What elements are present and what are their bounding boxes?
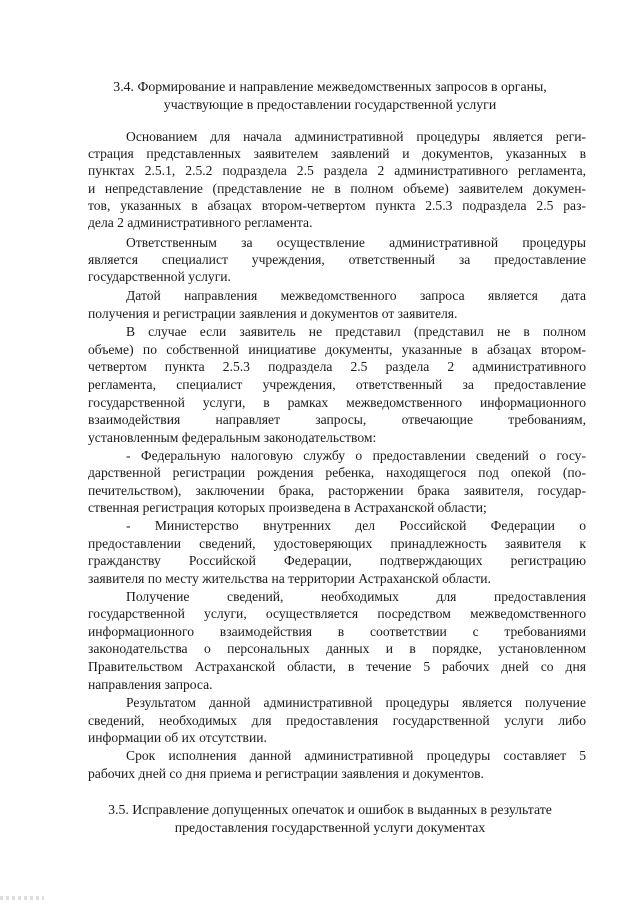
text-line: является специалист учреждения, ответственный за предоставление [88,252,586,267]
text-line: Получение сведений, необходимых для предоставления [126,589,586,604]
text-line: сведений, необходимых для предоставления государственной услуги либо [88,713,586,728]
text-line: установленным федеральным законодательством: [88,430,377,445]
text-line: гражданству Российской Федерации, подтверждающих регистрацию [88,553,586,568]
text-line: Основанием для начала административной процедуры является реги- [126,129,586,144]
text-line: регламента, специалист учреждения, ответственный за предоставление [88,377,586,392]
text-line: дарственной регистрации рождения ребенка, находящегося под опекой (по- [88,465,586,480]
text-line: государственной услуги, осуществляется посредством межведомственного [88,606,586,621]
text-line: направления запроса. [88,677,213,692]
section-heading-3-5: 3.5. Исправление допущенных опечаток и ошибок в выданных в результате [108,802,552,817]
text-line: Результатом данной административной процедуры является получение [126,695,586,710]
text-line: государственной услуги, в рамках межведомственного информационного [88,395,586,410]
text-line: законодательства о персональных данных и в порядке, установленном [88,641,586,656]
text-line: взаимодействия направляет запросы, отвечающие требованиям, [88,412,586,427]
text-line: страция представленных заявителем заявлений и документов, указанных в [88,146,586,161]
text-line: получения и регистрации заявления и документов от заявителя. [88,306,458,321]
text-line: ственная регистрация которых произведена в Астраханской области; [88,500,487,515]
text-line: заявителя по месту жительства на территории Астраханской области. [88,571,491,586]
scan-edge-mark [0,896,44,900]
text-line: Правительством Астраханской области, в течение 5 рабочих дней со дня [88,659,586,674]
text-line: В случае если заявитель не представил (представил не в полном [126,324,586,339]
text-line: и непредставление (представление не в полном объеме) заявителем докумен- [88,181,586,196]
text-line: объеме) по собственной инициативе документы, указанные в абзацах втором- [88,342,586,357]
text-line: печительством), заключении брака, расторжении брака заявителя, государ- [88,483,586,498]
list-item-line: - Федеральную налоговую службу о предоставлении сведений о госу- [126,448,586,463]
text-line: тов, указанных в абзацах втором-четвертом пункта 2.5.3 подраздела 2.5 раз- [88,198,586,213]
section-heading-3-5-cont: предоставления государственной услуги документах [174,820,486,835]
text-line: Ответственным за осуществление административной процедуры [126,235,586,250]
list-item-line: - Министерство внутренних дел Российской Федерации о [126,518,586,533]
text-line: Срок исполнения данной административной процедуры составляет 5 [126,748,586,763]
text-line: Датой направления межведомственного запроса является дата [126,288,586,303]
section-heading-3-4: 3.4. Формирование и направление межведомственных запросов в органы, [113,79,547,94]
text-line: государственной услуги. [88,269,231,284]
text-line: рабочих дней со дня приема и регистрации заявления и документов. [88,766,484,781]
text-line: четвертом пункта 2.5.3 подраздела 2.5 раздела 2 административного [88,359,586,374]
text-line: информационного взаимодействия в соответствии с требованиями [88,624,586,639]
section-heading-3-4-cont: участвующие в предоставлении государственной услуги [163,97,497,112]
text-line: дела 2 административного регламента. [88,215,313,230]
text-line: информации об их отсутствии. [88,730,267,745]
text-line: пунктах 2.5.1, 2.5.2 подраздела 2.5 раздела 2 административного регламента, [88,163,586,178]
text-line: предоставлении сведений, удостоверяющих принадлежность заявителя к [88,536,586,551]
